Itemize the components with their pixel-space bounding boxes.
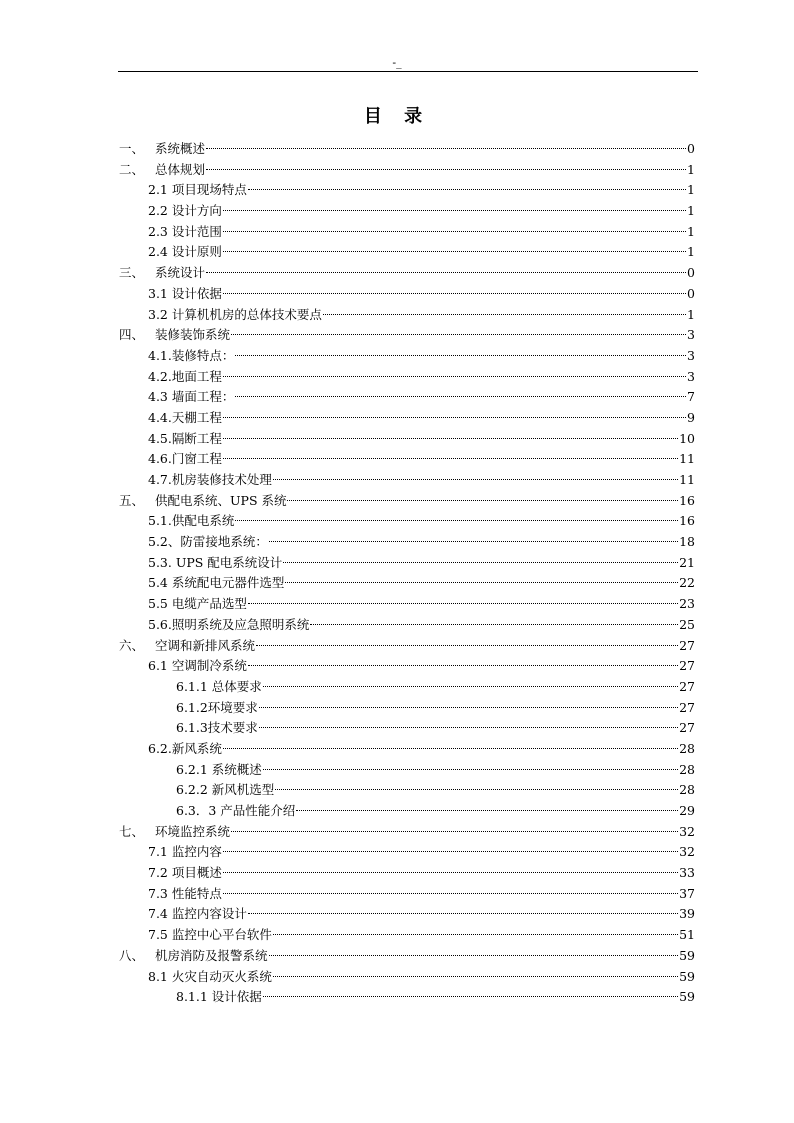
toc-entry[interactable] [119, 698, 695, 719]
toc-page-number: 29 [679, 803, 695, 818]
toc-page-number: 9 [687, 409, 695, 425]
toc-page-number: 11 [679, 451, 695, 467]
toc-entry[interactable] [119, 367, 695, 388]
toc-entry-title: 空调和新排风系统 [155, 637, 256, 653]
toc-entry-number: 三、 [119, 265, 145, 281]
toc-entry-title: 6.1.3技术要求 [176, 720, 258, 736]
page-header-mark: -_ [392, 56, 402, 69]
toc-entry-title: 总体规划 [155, 161, 206, 177]
toc-page-number: 16 [679, 513, 695, 529]
toc-dot-leader [206, 169, 686, 170]
toc-page-number: 1 [687, 182, 695, 198]
toc-entry[interactable] [119, 656, 695, 677]
toc-dot-leader [248, 603, 678, 604]
toc-page-number: 59 [679, 947, 695, 963]
toc-page-number: 39 [679, 906, 695, 922]
toc-entry[interactable] [119, 739, 695, 760]
toc-dot-leader [223, 376, 686, 377]
toc-entry-title: 6.1.1 总体要求 [176, 678, 262, 694]
toc-dot-leader [223, 251, 686, 252]
toc-entry-title: 5.6.照明系统及应急照明系统 [148, 616, 310, 632]
toc-entry[interactable] [119, 470, 695, 491]
toc-dot-leader [231, 334, 686, 335]
toc-entry[interactable] [119, 884, 695, 905]
toc-entry-title: 2.2 设计方向 [148, 203, 222, 219]
toc-dot-leader [283, 562, 678, 563]
toc-entry[interactable] [119, 242, 695, 263]
toc-entry-number: 五、 [119, 492, 145, 508]
toc-entry-title: 系统设计 [155, 265, 206, 281]
toc-entry-title: 机房消防及报警系统 [155, 947, 268, 963]
toc-dot-leader [263, 769, 678, 770]
toc-page-number: 32 [679, 823, 695, 839]
toc-entry[interactable] [119, 449, 695, 470]
toc-entry[interactable] [119, 904, 695, 925]
toc-dot-leader [273, 976, 678, 977]
toc-entry[interactable] [119, 615, 695, 636]
toc-entry-title: 2.1 项目现场特点 [148, 182, 247, 198]
header-rule [118, 71, 698, 72]
toc-page-number: 10 [679, 430, 695, 446]
toc-entry-number: 一、 [119, 141, 145, 156]
toc-dot-leader [223, 458, 678, 459]
toc-dot-leader [223, 872, 678, 873]
toc-entry[interactable] [119, 532, 695, 553]
toc-page-number: 0 [687, 265, 695, 281]
toc-entry-title: 3.1 设计依据 [148, 285, 222, 301]
toc-dot-leader [223, 851, 678, 852]
toc-entry-title: 8.1.1 设计依据 [176, 989, 262, 1005]
toc-entry[interactable] [119, 967, 695, 988]
toc-page-number: 21 [679, 554, 695, 570]
toc-page-number: 1 [687, 306, 695, 322]
toc-entry-title: 3.2 计算机机房的总体技术要点 [148, 306, 322, 322]
toc-entry[interactable] [119, 822, 695, 843]
toc-entry-title: 2.3 设计范围 [148, 223, 222, 239]
toc-page-number: 27 [679, 699, 695, 715]
toc-entry-title: 5.5 电缆产品选型 [148, 596, 247, 612]
toc-page-number: 3 [687, 347, 695, 363]
toc-dot-leader [275, 789, 678, 790]
toc-entry-title: 4.5.隔断工程 [148, 430, 222, 446]
toc-entry[interactable] [119, 387, 695, 408]
toc-page-number: 3 [687, 327, 695, 343]
toc-dot-leader [223, 748, 678, 749]
toc-entry-title: 7.2 项目概述 [148, 865, 222, 881]
toc-entry-title: 装修装饰系统 [155, 327, 231, 343]
toc-page-number: 28 [679, 782, 695, 798]
toc-entry[interactable] [119, 429, 695, 450]
toc-entry-title: 5.2、防雷接地系统： [148, 534, 268, 550]
toc-page-number: 0 [687, 141, 695, 156]
toc-entry[interactable] [119, 636, 695, 657]
toc-entry-title: 7.3 性能特点 [148, 885, 222, 901]
toc-entry-title: 5.3. UPS 配电系统设计 [148, 554, 283, 570]
toc-entry-title: 6.3．3 产品性能介绍 [176, 803, 296, 818]
toc-entry[interactable] [119, 718, 695, 739]
toc-dot-leader [223, 210, 686, 211]
toc-dot-leader [263, 686, 678, 687]
toc-dot-leader [235, 396, 686, 397]
toc-entry[interactable] [119, 946, 695, 967]
toc-page-number: 16 [679, 492, 695, 508]
toc-entry[interactable] [119, 594, 695, 615]
toc-entry-title: 5.1.供配电系统 [148, 513, 235, 529]
toc-page-number: 51 [679, 927, 695, 943]
toc-entry-title: 4.1.装修特点： [148, 347, 235, 363]
toc-dot-leader [269, 955, 679, 956]
toc-dot-leader [223, 417, 686, 418]
toc-entry[interactable] [119, 573, 695, 594]
toc-page-number: 18 [679, 534, 695, 550]
toc-entry[interactable] [119, 801, 695, 822]
toc-title: 目 录 [363, 106, 431, 127]
toc-entry[interactable] [119, 780, 695, 801]
toc-entry-title: 4.4.天棚工程 [148, 409, 222, 425]
toc-entry-number: 二、 [119, 161, 145, 177]
toc-page-number: 27 [679, 720, 695, 736]
toc-entry-title: 2.4 设计原则 [148, 244, 222, 260]
toc-dot-leader [235, 520, 678, 521]
toc-entry[interactable] [119, 346, 695, 367]
toc-dot-leader [287, 500, 678, 501]
toc-page-number: 28 [679, 740, 695, 756]
toc-page-number: 27 [679, 658, 695, 674]
toc-entry-title: 6.2.新风系统 [148, 740, 222, 756]
toc-entry[interactable] [119, 325, 695, 346]
toc-dot-leader [248, 189, 686, 190]
toc-entry[interactable] [119, 160, 695, 181]
toc-page-number: 59 [679, 989, 695, 1005]
toc-dot-leader [248, 665, 678, 666]
toc-dot-leader [263, 996, 678, 997]
toc-entry[interactable] [119, 408, 695, 429]
toc-dot-leader [273, 479, 678, 480]
toc-entry[interactable] [119, 201, 695, 222]
toc-dot-leader [248, 913, 678, 914]
toc-entry-title: 系统概述 [155, 141, 206, 156]
toc-dot-leader [223, 893, 678, 894]
toc-dot-leader [223, 231, 686, 232]
toc-dot-leader [235, 355, 686, 356]
toc-page-number: 28 [679, 761, 695, 777]
toc-dot-leader [273, 934, 678, 935]
toc-dot-leader [256, 645, 678, 646]
toc-dot-leader [296, 810, 678, 811]
toc-page-number: 59 [679, 968, 695, 984]
toc-entry[interactable] [119, 284, 695, 305]
toc-entry-title: 6.1.2环境要求 [176, 699, 258, 715]
toc-entry[interactable] [119, 305, 695, 326]
toc-entry-title: 4.6.门窗工程 [148, 451, 222, 467]
toc-page-number: 27 [679, 637, 695, 653]
toc-entry-title: 6.2.2 新风机选型 [176, 782, 275, 798]
toc-entry-title: 4.3 墙面工程： [148, 389, 235, 405]
toc-entry-title: 环境监控系统 [155, 823, 231, 839]
toc-dot-leader [259, 707, 678, 708]
toc-entry-title: 供配电系统、UPS 系统 [155, 492, 287, 508]
toc-entry[interactable] [119, 180, 695, 201]
table-of-contents [119, 139, 695, 1008]
toc-dot-leader [231, 831, 678, 832]
toc-entry[interactable] [119, 222, 695, 243]
toc-entry[interactable] [119, 987, 695, 1008]
toc-entry-number: 四、 [119, 327, 145, 343]
toc-entry[interactable] [119, 677, 695, 698]
toc-dot-leader [206, 272, 686, 273]
toc-entry-title: 7.5 监控中心平台软件 [148, 927, 272, 943]
toc-entry-number: 八、 [119, 947, 145, 963]
toc-entry-number: 六、 [119, 637, 145, 653]
toc-page-number: 27 [679, 678, 695, 694]
toc-page-number: 1 [687, 161, 695, 177]
toc-entry-title: 5.4 系统配电元器件选型 [148, 575, 285, 591]
toc-entry[interactable] [119, 511, 695, 532]
toc-entry-title: 4.7.机房装修技术处理 [148, 472, 272, 487]
toc-page-number: 11 [679, 472, 695, 487]
toc-page-number: 32 [679, 844, 695, 860]
toc-entry-title: 6.2.1 系统概述 [176, 761, 262, 777]
toc-page-number: 23 [679, 596, 695, 612]
toc-entry-number: 七、 [119, 823, 145, 839]
toc-entry[interactable] [119, 760, 695, 781]
toc-dot-leader [206, 148, 686, 149]
toc-entry-title: 7.1 监控内容 [148, 844, 222, 860]
toc-entry[interactable] [119, 925, 695, 946]
toc-dot-leader [269, 541, 678, 542]
toc-page-number: 33 [679, 865, 695, 881]
toc-entry[interactable] [119, 263, 695, 284]
toc-page-number: 3 [687, 368, 695, 384]
toc-page-number: 25 [679, 616, 695, 632]
toc-dot-leader [323, 314, 686, 315]
toc-page-number: 1 [687, 223, 695, 239]
toc-entry[interactable] [119, 553, 695, 574]
toc-page-number: 37 [679, 885, 695, 901]
toc-entry-title: 8.1 火灾自动灭火系统 [148, 968, 272, 984]
toc-page-number: 1 [687, 244, 695, 260]
toc-entry[interactable] [119, 491, 695, 512]
toc-entry[interactable] [119, 842, 695, 863]
toc-page-number: 1 [687, 203, 695, 219]
toc-entry[interactable] [119, 863, 695, 884]
toc-entry-title: 4.2.地面工程 [148, 368, 222, 384]
toc-dot-leader [285, 582, 678, 583]
toc-entry-title: 6.1 空调制冷系统 [148, 658, 247, 674]
toc-page-number: 0 [687, 285, 695, 301]
toc-entry[interactable] [119, 139, 695, 160]
toc-dot-leader [223, 293, 686, 294]
toc-page-number: 7 [687, 389, 695, 405]
toc-dot-leader [259, 727, 678, 728]
toc-page-number: 22 [679, 575, 695, 591]
toc-dot-leader [223, 438, 678, 439]
toc-entry-title: 7.4 监控内容设计 [148, 906, 247, 922]
toc-dot-leader [310, 624, 678, 625]
